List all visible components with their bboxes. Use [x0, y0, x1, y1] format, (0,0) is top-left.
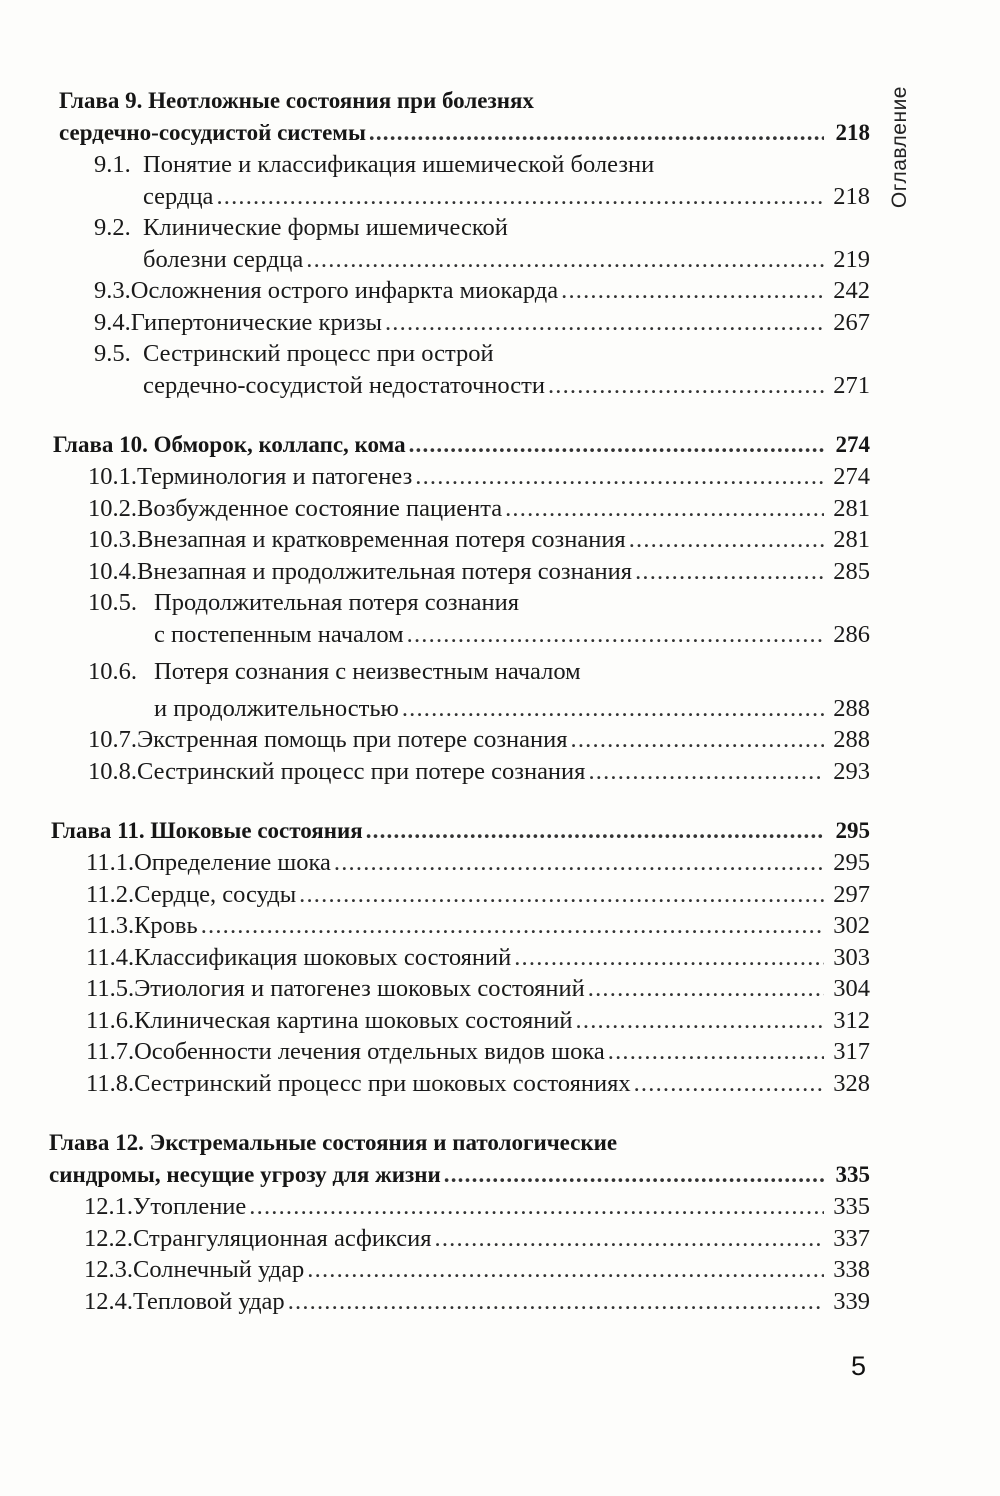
section-number: 10.5.: [88, 589, 137, 616]
dot-leader: [385, 307, 824, 339]
section-number: 9.4.: [94, 308, 131, 336]
section-number: 12.3.: [84, 1256, 133, 1283]
section-title-cont: сердца: [143, 182, 214, 210]
section-title: Солнечный удар: [133, 1256, 305, 1283]
table-of-contents: [0, 85, 1000, 1317]
chapter-page: 335: [835, 1162, 870, 1187]
chapter-title: [0, 85, 1000, 149]
toc-entry: [94, 275, 870, 307]
chapter-title: [0, 429, 1000, 461]
section-number: 12.2.: [84, 1224, 133, 1252]
dot-leader: [634, 1068, 824, 1100]
chapter-12: [0, 1127, 1000, 1317]
section-list: [0, 1191, 1000, 1317]
section-title: Клинические формы ишемической: [143, 214, 508, 241]
dot-leader: [288, 1286, 824, 1318]
dot-leader: [444, 1159, 824, 1191]
chapter-11: [0, 815, 1000, 1099]
toc-entry: [86, 1005, 870, 1037]
section-number: 9.3.: [94, 277, 131, 304]
section-number: 12.1.: [84, 1193, 133, 1220]
section-title: Потеря сознания с неизвестным началом: [154, 658, 581, 685]
section-number: 9.5.: [94, 340, 131, 367]
section-page: 274: [833, 463, 870, 490]
section-page: 295: [833, 849, 870, 876]
section-title: Определение шока: [134, 849, 331, 876]
dot-leader: [588, 973, 824, 1005]
chapter-title-text: сердечно-сосудистой системы: [59, 120, 366, 145]
section-title: Кровь: [134, 912, 198, 939]
dot-leader: [415, 461, 824, 493]
section-page: 293: [833, 757, 870, 785]
section-page: 312: [833, 1006, 870, 1034]
section-page: 304: [833, 975, 870, 1002]
chapter-title-line-with-page: [59, 117, 870, 149]
section-page: 302: [833, 912, 870, 939]
section-title: Возбужденное состояние пациента: [137, 494, 503, 522]
section-number: 11.3.: [86, 912, 135, 939]
section-number: 10.7.: [88, 726, 137, 753]
section-title: Терминология и патогенез: [137, 463, 413, 490]
section-title-cont: болезни сердца: [143, 245, 304, 273]
dot-leader: [334, 847, 824, 879]
toc-entry: [84, 1191, 870, 1223]
section-number: 12.4.: [84, 1287, 133, 1315]
section-title: Гипертонические кризы: [130, 308, 382, 336]
dot-leader: [561, 275, 824, 307]
dot-leader: [505, 493, 824, 525]
toc-entry: [86, 1036, 870, 1068]
section-page: 281: [833, 494, 870, 522]
section-list: [0, 461, 1000, 787]
toc-entry: [86, 942, 870, 974]
section-title-cont: и продолжительностью: [154, 694, 399, 722]
toc-entry: [94, 307, 870, 339]
section-number: 10.3.: [88, 526, 137, 553]
section-number: 11.6.: [86, 1006, 135, 1034]
toc-entry: [94, 212, 870, 275]
toc-entry: [88, 524, 870, 556]
section-number: 10.1.: [88, 463, 137, 490]
section-number: 11.8.: [86, 1069, 135, 1097]
section-number: 9.2.: [94, 214, 131, 241]
dot-leader: [629, 524, 824, 556]
chapter-10: [0, 429, 1000, 787]
dot-leader: [402, 693, 824, 725]
section-title: Сестринский процесс при потере сознания: [137, 757, 586, 785]
toc-entry: [86, 1068, 870, 1100]
chapter-title-text: Глава 11. Шоковые состояния: [51, 818, 363, 843]
dot-leader: [366, 815, 824, 847]
toc-entry: [88, 493, 870, 525]
dot-leader: [369, 117, 824, 149]
section-number: 10.8.: [88, 757, 137, 785]
dot-leader: [571, 724, 824, 756]
section-page: 303: [833, 943, 870, 971]
chapter-9: [0, 85, 1000, 401]
toc-entry: [88, 587, 870, 650]
dot-leader: [435, 1223, 824, 1255]
section-page: 281: [833, 526, 870, 553]
chapter-title-line: Глава 12. Экстремальные состояния и патологические: [49, 1130, 618, 1155]
section-page: 328: [833, 1069, 870, 1097]
section-title: Классификация шоковых состояний: [134, 943, 512, 971]
toc-entry: [86, 879, 870, 911]
section-title: Экстренная помощь при потере сознания: [137, 726, 568, 753]
section-page: 242: [833, 277, 870, 304]
toc-entry: [84, 1286, 870, 1318]
section-page: 267: [833, 308, 870, 336]
section-title-cont: сердечно-сосудистой недостаточности: [143, 371, 545, 399]
section-page: 339: [833, 1287, 870, 1315]
toc-entry: [86, 910, 870, 942]
section-title: Внезапная и кратковременная потеря сознания: [137, 526, 626, 553]
toc-entry: [94, 338, 870, 401]
section-number: 10.4.: [88, 557, 137, 585]
chapter-title-text: синдромы, несущие угрозу для жизни: [49, 1162, 441, 1187]
section-title: Особенности лечения отдельных видов шока: [134, 1038, 605, 1065]
dot-leader: [548, 370, 824, 402]
section-page: 288: [833, 694, 870, 722]
running-head-label: Оглавление: [888, 86, 911, 209]
section-number: 11.5.: [86, 975, 135, 1002]
section-page: 335: [833, 1193, 870, 1220]
toc-entry: [94, 149, 870, 212]
chapter-title-text: Глава 10. Обморок, коллапс, кома: [53, 432, 406, 457]
section-page: 285: [833, 557, 870, 585]
dot-leader: [306, 244, 824, 276]
section-number: 10.2.: [88, 494, 137, 522]
dot-leader: [588, 756, 824, 788]
section-number: 9.1.: [94, 151, 131, 178]
section-title: Понятие и классификация ишемической болезни: [143, 151, 655, 178]
toc-entry: [88, 656, 870, 724]
chapter-page: 295: [835, 818, 870, 843]
section-page: 286: [833, 620, 870, 648]
page-number: 5: [851, 1351, 867, 1381]
toc-entry: [84, 1254, 870, 1286]
chapter-title: [0, 1127, 1000, 1191]
dot-leader: [299, 879, 824, 911]
section-number: 10.6.: [88, 658, 137, 685]
section-title: Клиническая картина шоковых состояний: [134, 1006, 573, 1034]
section-page: 219: [833, 245, 870, 273]
dot-leader: [409, 429, 824, 461]
section-title: Тепловой удар: [133, 1287, 285, 1315]
section-page: 271: [833, 371, 870, 399]
chapter-page: 218: [835, 120, 870, 145]
dot-leader: [307, 1254, 824, 1286]
section-title: Продолжительная потеря сознания: [154, 589, 520, 616]
toc-entry: [88, 724, 870, 756]
toc-entry: [88, 756, 870, 788]
section-title-cont: с постепенным началом: [154, 620, 404, 648]
section-title: Сестринский процесс при острой: [143, 340, 494, 367]
dot-leader: [608, 1036, 824, 1068]
section-title: Странгуляционная асфиксия: [133, 1224, 432, 1252]
dot-leader: [216, 181, 824, 213]
toc-entry: [84, 1223, 870, 1255]
chapter-page: 274: [835, 432, 870, 457]
chapter-title-line-with-page: [49, 1159, 870, 1191]
section-page: 218: [833, 182, 870, 210]
dot-leader: [576, 1005, 824, 1037]
section-title: Внезапная и продолжительная потеря сознания: [137, 557, 633, 585]
dot-leader: [249, 1191, 824, 1223]
dot-leader: [635, 556, 824, 588]
section-page: 297: [833, 880, 870, 908]
section-page: 288: [833, 726, 870, 753]
toc-entry: [88, 556, 870, 588]
section-page: 338: [833, 1256, 870, 1283]
section-title: Осложнения острого инфаркта миокарда: [130, 277, 559, 304]
toc-entry: [86, 973, 870, 1005]
dot-leader: [514, 942, 824, 974]
toc-entry: [88, 461, 870, 493]
section-title: Утопление: [133, 1193, 247, 1220]
section-number: 11.1.: [86, 849, 135, 876]
section-page: 337: [833, 1224, 870, 1252]
chapter-title: [0, 815, 1000, 847]
section-number: 11.2.: [86, 880, 135, 908]
dot-leader: [201, 910, 824, 942]
section-title: Этиология и патогенез шоковых состояний: [134, 975, 585, 1002]
chapter-title-line: Глава 9. Неотложные состояния при болезнях: [59, 88, 534, 113]
dot-leader: [407, 619, 824, 651]
section-title: Сердце, сосуды: [134, 880, 297, 908]
section-list: [0, 149, 1000, 401]
section-title: Сестринский процесс при шоковых состояниях: [134, 1069, 631, 1097]
section-number: 11.4.: [86, 943, 135, 971]
toc-entry: [86, 847, 870, 879]
section-list: [0, 847, 1000, 1099]
section-number: 11.7.: [86, 1038, 135, 1065]
section-page: 317: [833, 1038, 870, 1065]
